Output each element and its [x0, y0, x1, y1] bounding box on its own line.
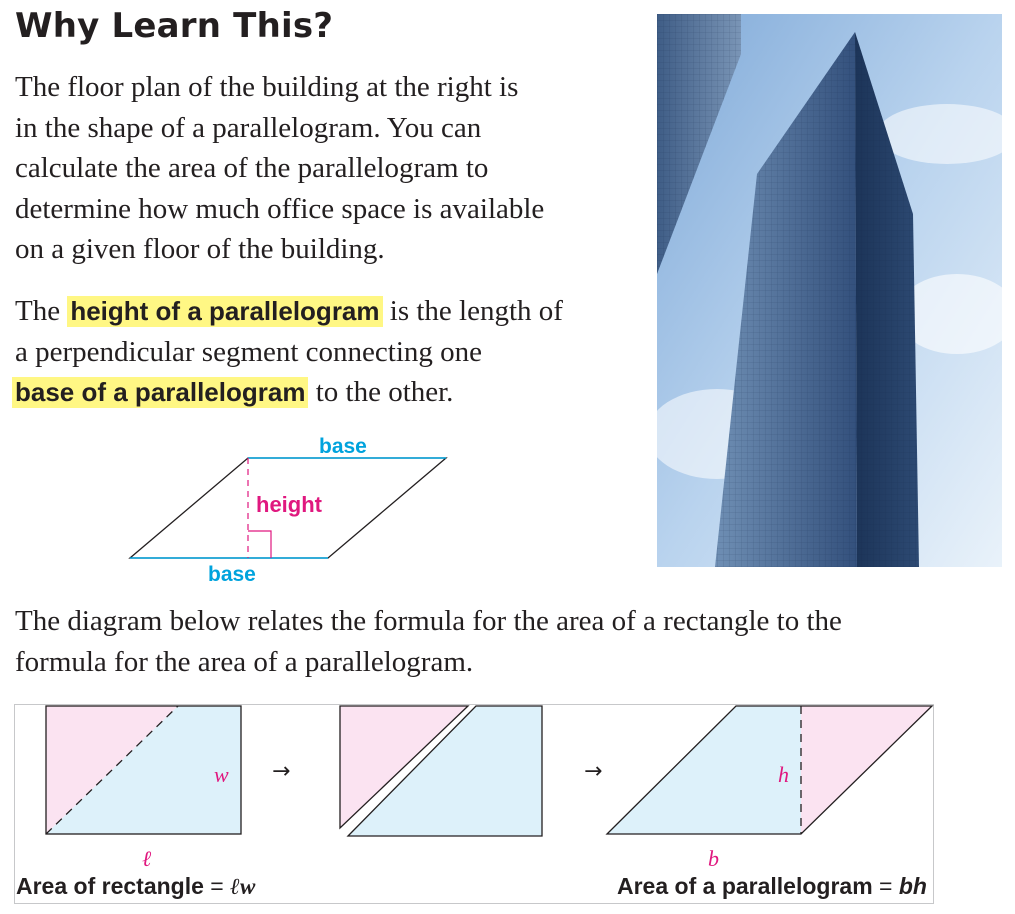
para-blue-trapezoid [607, 706, 801, 834]
intro-line: on a given floor of the building. [15, 233, 385, 265]
label-base-bottom: base [208, 563, 256, 586]
parallelogram-figure [120, 430, 460, 590]
arrow-2: → [584, 759, 603, 784]
label-l: ℓ [142, 846, 152, 871]
caption-text: Area of rectangle [16, 873, 204, 899]
vocab-term-height: height of a parallelogram [67, 296, 382, 327]
definition-line: a perpendicular segment connecting one [15, 335, 483, 368]
intro-line: in the shape of a parallelogram. You can [15, 111, 482, 144]
intro-line: The floor plan of the building at the right is [15, 71, 519, 103]
skyscraper-photo [657, 14, 1002, 567]
definition-text: The [15, 295, 61, 327]
caption-equals: = [879, 873, 893, 899]
diagram-intro-line: The diagram below relates the formula for the area of a rectangle to the [15, 605, 842, 637]
caption-equals: = [210, 873, 224, 899]
definition-text: is the length of [389, 295, 563, 327]
formula-bh: bh [898, 873, 927, 899]
definition-paragraph [15, 291, 635, 413]
diagram-intro-line: formula for the area of a parallelogram. [15, 645, 474, 678]
label-w: w [214, 762, 229, 787]
right-angle-mark [248, 531, 271, 558]
label-base-top: base [319, 435, 367, 458]
caption-rectangle-area [16, 873, 255, 900]
vocab-term-base: base of a parallelogram [12, 377, 308, 408]
intro-paragraph [15, 67, 635, 270]
label-h: h [778, 762, 789, 787]
label-b: b [708, 846, 719, 871]
arrow-1: → [272, 759, 291, 784]
section-heading: Why Learn This? [15, 6, 334, 46]
diagram-intro-paragraph [15, 601, 1005, 682]
caption-formula [230, 873, 255, 899]
intro-line: calculate the area of the parallelogram to [15, 152, 489, 184]
definition-text: to the other. [315, 376, 454, 408]
definition-line [15, 291, 635, 332]
intro-line: determine how much office space is available [15, 192, 545, 225]
caption-text: Area of a parallelogram [617, 873, 873, 899]
label-height: height [256, 492, 322, 517]
formula-lw: ℓw [230, 874, 256, 899]
caption-parallelogram-area [617, 873, 927, 900]
definition-line [12, 372, 635, 413]
